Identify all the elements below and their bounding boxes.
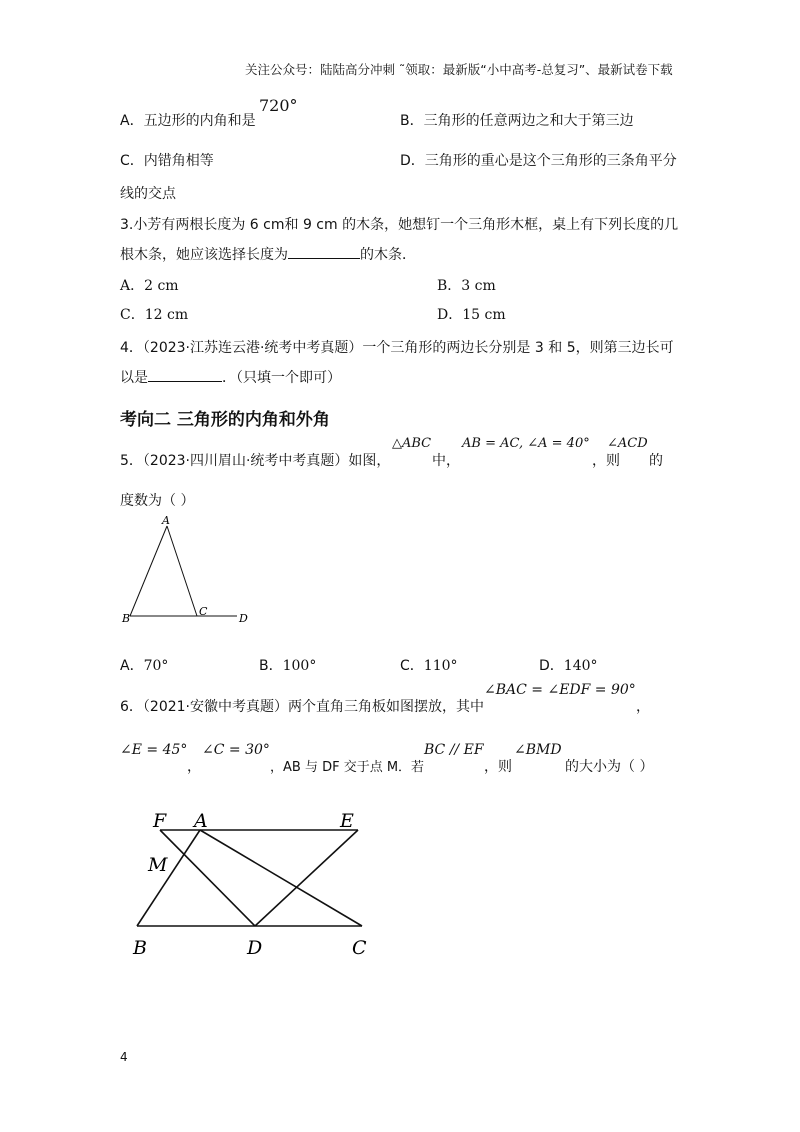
q3-answer-blank — [288, 244, 360, 259]
q5-option-d — [539, 655, 598, 675]
q6-condition-c: ∠C = 30° — [202, 742, 270, 758]
page-header: 关注公众号：陆陆高分冲刺 ˜领取：最新版“小中高考-总复习”、最新试卷下载 — [245, 62, 673, 77]
q3-stem-tail: 的木条． — [360, 247, 416, 263]
q2-option-a-value: 720° — [259, 96, 298, 115]
q6-condition-e: ∠E = 45° — [120, 742, 188, 758]
q6-stem-suffix: 的大小为（ ） — [565, 759, 654, 775]
q5-stem-then: ，则 — [592, 453, 620, 469]
q4-answer-blank — [148, 367, 222, 382]
q2-option-d-line1: D．三角形的重心是这个三角形的三条角平分 — [400, 153, 677, 169]
q4-stem-tail: ．（只填一个即可） — [222, 370, 341, 386]
q5-stem-suffix: 的 — [649, 453, 663, 469]
q6-label-m: M — [148, 854, 168, 876]
q5-triangle-symbol: △ABC — [392, 436, 432, 451]
q6-label-d: D — [247, 937, 263, 959]
q6-label-b: B — [133, 937, 147, 959]
q5-target-angle: ∠ACD — [607, 436, 648, 451]
q2-option-c: C．内错角相等 — [120, 153, 214, 169]
q5-condition: AB = AC, ∠A = 40° — [462, 436, 590, 451]
q5-option-d-value: 140° — [563, 658, 598, 674]
q3-stem-line1: 3.小芳有两根长度为 6 cm和 9 cm 的木条，她想钉一个三角形木框，桌上有下列长度的几 — [120, 217, 679, 233]
q6-parallel: BC // EF — [424, 742, 484, 758]
q5-stem-mid: 中， — [432, 453, 460, 469]
q6-separator: ， — [187, 759, 201, 775]
q3-stem-line2 — [120, 244, 416, 264]
q6-stem-then: ，则 — [484, 759, 512, 775]
q5-option-a — [120, 655, 168, 675]
q5-side-ab — [130, 526, 167, 616]
q6-line-ac — [200, 830, 362, 926]
q2-option-d-line2: 线的交点 — [120, 186, 176, 202]
q4-stem-line1: 4．（2023·江苏连云港·统考中考真题）一个三角形的两边长分别是 3 和 5，则第三边长可 — [120, 340, 674, 356]
q6-condition-angles: ∠BAC = ∠EDF = 90° — [484, 682, 636, 698]
q3-option-b: B．3 cm — [437, 278, 496, 294]
q5-option-c — [400, 655, 458, 675]
section-title: 考向二 三角形的内角和外角 — [120, 410, 330, 430]
q2-option-b: B．三角形的任意两边之和大于第三边 — [400, 113, 634, 129]
q6-label-c: C — [352, 937, 367, 959]
q6-comma: ， — [636, 699, 650, 715]
q5-triangle-figure — [115, 512, 265, 630]
q4-stem-line2 — [120, 367, 341, 387]
q5-label-d: D — [239, 612, 248, 625]
q6-line-ed — [255, 830, 358, 926]
q5-stem-line2: 度数为（ ） — [120, 493, 195, 509]
q6-label-f: F — [153, 810, 167, 832]
q5-label-a: A — [162, 514, 170, 527]
q3-option-a: A．2 cm — [120, 278, 179, 294]
q6-line-ab — [137, 830, 200, 926]
page-number: 4 — [120, 1050, 128, 1064]
q3-option-c: C．12 cm — [120, 307, 189, 323]
q6-line-fd — [160, 830, 255, 926]
q6-target-angle: ∠BMD — [514, 742, 562, 758]
q3-option-d: D．15 cm — [437, 307, 506, 323]
q5-label-c: C — [199, 605, 208, 618]
q6-stem-mid: ，AB 与 DF 交于点 M．若 — [270, 760, 425, 775]
q6-label-e: E — [340, 810, 354, 832]
q3-stem-text: 根木条，她应该选择长度为 — [120, 247, 288, 263]
q5-option-b-value: 100° — [282, 658, 317, 674]
q5-stem-prefix: 5．（2023·四川眉山·统考中考真题）如图， — [120, 453, 391, 469]
q5-side-ac — [167, 526, 197, 616]
q2-option-a-text: A．五边形的内角和是 — [120, 113, 256, 129]
q6-label-a: A — [194, 810, 208, 832]
q5-option-a-letter: A． — [120, 658, 144, 674]
q5-option-c-value: 110° — [423, 658, 458, 674]
q5-label-b: B — [122, 612, 131, 625]
q2-option-a — [120, 110, 256, 130]
q5-option-d-letter: D． — [539, 658, 564, 674]
q5-option-b-letter: B． — [259, 658, 283, 674]
q5-option-b — [259, 655, 316, 675]
q5-option-a-value: 70° — [143, 658, 169, 674]
q6-triangles-figure — [125, 800, 385, 970]
q5-option-c-letter: C． — [400, 658, 424, 674]
q4-stem-text: 以是 — [120, 370, 148, 386]
q6-stem-prefix: 6．（2021·安徽中考真题）两个直角三角板如图摆放，其中 — [120, 699, 484, 715]
